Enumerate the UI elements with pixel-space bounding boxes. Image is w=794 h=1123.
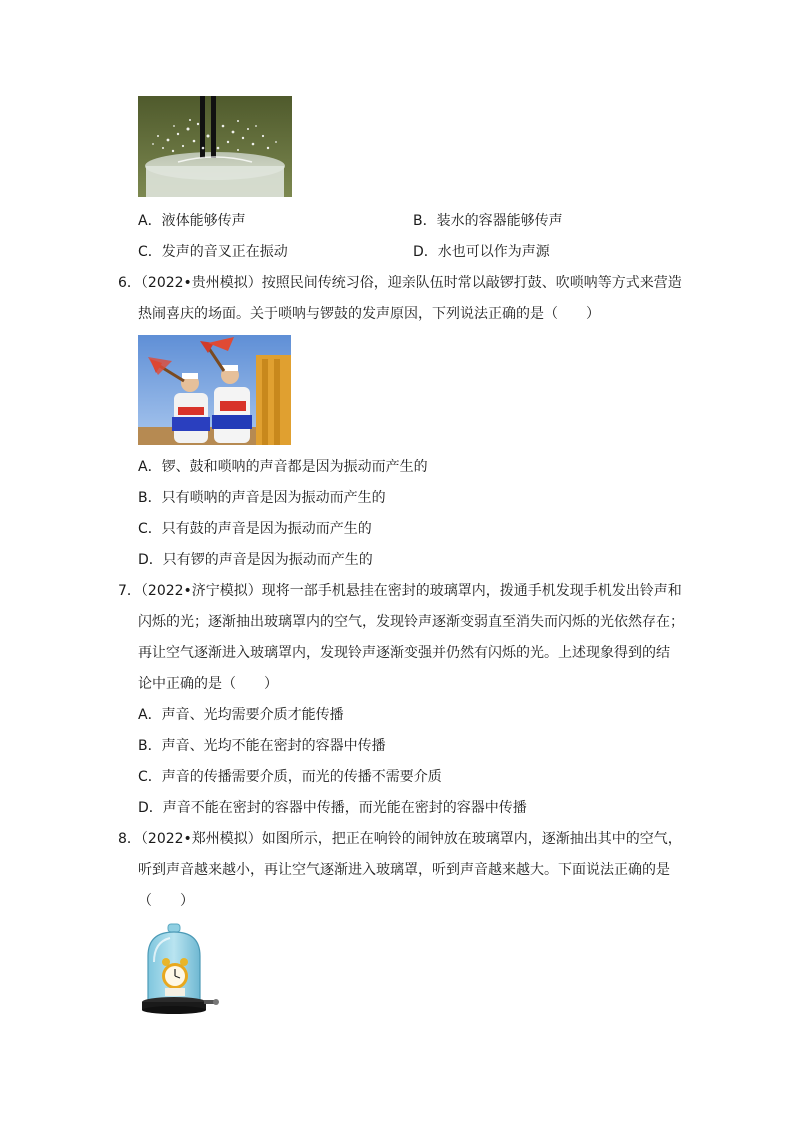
- q5-option-b: B．装水的容器能够传声: [413, 213, 563, 229]
- q5-option-c: C．发声的音叉正在振动: [138, 244, 288, 260]
- q6-stem-line2: 热闹喜庆的场面。关于唢呐与锣鼓的发声原因，下列说法正确的是（ ）: [138, 306, 600, 322]
- q7-option-d: D．声音不能在密封的容器中传播，而光能在密封的容器中传播: [138, 800, 527, 816]
- q8-stem-line3: （ ）: [138, 893, 194, 909]
- bell-jar-alarm-clock-image: [140, 922, 220, 1018]
- q5-option-a: A．液体能够传声: [138, 213, 246, 229]
- q7-stem-line4: 论中正确的是（ ）: [138, 676, 278, 692]
- q6-option-d: D．只有锣的声音是因为振动而产生的: [138, 552, 373, 568]
- q6-option-c: C．只有鼓的声音是因为振动而产生的: [138, 521, 372, 537]
- q5-option-d: D．水也可以作为声源: [413, 244, 550, 260]
- q7-option-c: C．声音的传播需要介质，而光的传播不需要介质: [138, 769, 442, 785]
- q7-option-b: B．声音、光均不能在密封的容器中传播: [138, 738, 386, 754]
- suona-players-image: [138, 335, 291, 445]
- q8-stem-line2: 听到声音越来越小，再让空气逐渐进入玻璃罩，听到声音越来越大。下面说法正确的是: [138, 862, 670, 878]
- q8-stem-line1: 8．（2022•郑州模拟）如图所示，把正在响铃的闹钟放在玻璃罩内，逐渐抽出其中的空气，: [118, 831, 682, 847]
- q7-stem-line2: 闪烁的光；逐渐抽出玻璃罩内的空气，发现铃声逐渐变弱直至消失而闪烁的光依然存在；: [138, 614, 684, 630]
- q6-stem-line1: 6．（2022•贵州模拟）按照民间传统习俗，迎亲队伍时常以敲锣打鼓、吹唢呐等方式来营造: [118, 275, 682, 291]
- q7-stem-line3: 再让空气逐渐进入玻璃罩内，发现铃声逐渐变强并仍然有闪烁的光。上述现象得到的结: [138, 645, 670, 661]
- q6-option-a: A．锣、鼓和唢呐的声音都是因为振动而产生的: [138, 459, 428, 475]
- tuning-fork-water-image: [138, 96, 292, 197]
- q7-stem-line1: 7．（2022•济宁模拟）现将一部手机悬挂在密封的玻璃罩内，拨通手机发现手机发出铃声和: [118, 583, 682, 599]
- q6-option-b: B．只有唢呐的声音是因为振动而产生的: [138, 490, 386, 506]
- q7-option-a: A．声音、光均需要介质才能传播: [138, 707, 344, 723]
